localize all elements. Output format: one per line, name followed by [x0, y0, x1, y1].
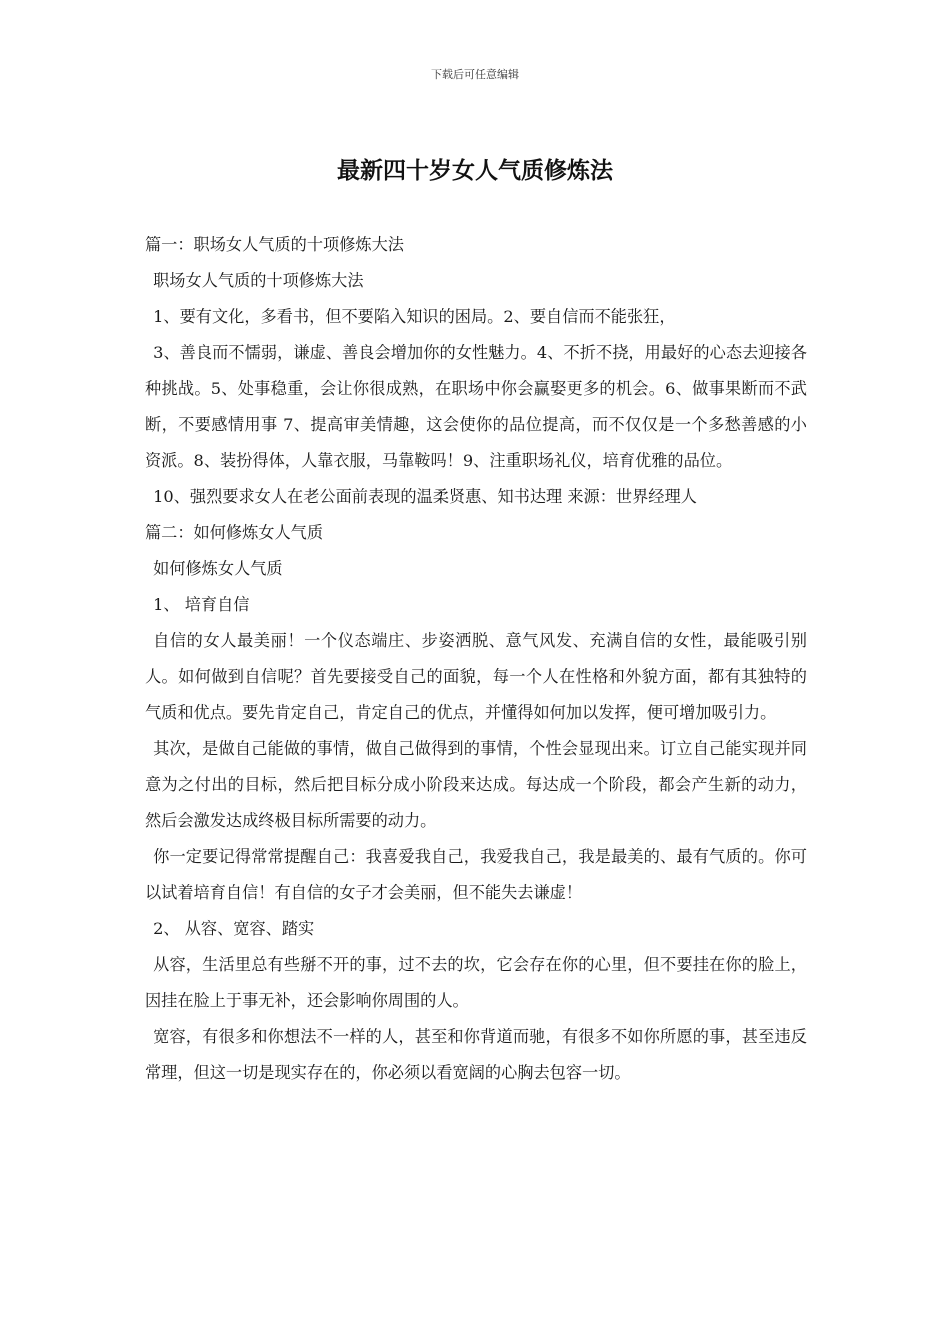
- paragraph: 自信的女人最美丽！一个仪态端庄、步姿洒脱、意气风发、充满自信的女性，最能吸引别人。如何做到自信呢？首先要接受自己的面貌，每一个人在性格和外貌方面，都有其独特的气质和优点。要先肯定自己，肯定自己的优点，并懂得如何加以发挥，便可增加吸引力。: [145, 631, 807, 722]
- paragraph: 篇一：职场女人气质的十项修炼大法: [145, 235, 404, 254]
- document-body: [145, 227, 807, 1091]
- paragraph: 职场女人气质的十项修炼大法: [153, 271, 364, 290]
- paragraph: 10、强烈要求女人在老公面前表现的温柔贤惠、知书达理 来源：世界经理人: [153, 487, 697, 506]
- paragraph: 你一定要记得常常提醒自己：我喜爱我自己，我爱我自己，我是最美的、最有气质的。你可以试着培育自信！有自信的女子才会美丽，但不能失去谦虚！: [145, 847, 807, 902]
- header-note: 下载后可任意编辑: [431, 68, 519, 81]
- paragraph: 1、 培育自信: [153, 595, 250, 614]
- paragraph: 从容，生活里总有些掰不开的事，过不去的坎，它会存在你的心里，但不要挂在你的脸上，因挂在脸上于事无补，还会影响你周围的人。: [145, 955, 807, 1010]
- paragraph: 篇二：如何修炼女人气质: [145, 523, 324, 542]
- paragraph: 3、善良而不懦弱，谦虚、善良会增加你的女性魅力。4、不折不挠，用最好的心态去迎接各种挑战。5、处事稳重，会让你很成熟，在职场中你会赢娶更多的机会。6、做事果断而不武断，不要感情用事 7、提高审美情趣，这会使你的品位提高，而不仅仅是一个多愁善感的小资派。8、装扮得体，人靠衣服，马靠鞍吗！9、注重职场礼仪，培育优雅的品位。: [145, 343, 807, 470]
- paragraph: 如何修炼女人气质: [153, 559, 283, 578]
- document-title: 最新四十岁女人气质修炼法: [337, 158, 613, 184]
- paragraph: 其次，是做自己能做的事情，做自己做得到的事情，个性会显现出来。订立自己能实现并同意为之付出的目标，然后把目标分成小阶段来达成。每达成一个阶段，都会产生新的动力，然后会激发达成终极目标所需要的动力。: [145, 739, 807, 830]
- paragraph: 1、要有文化，多看书，但不要陷入知识的困局。2、要自信而不能张狂，: [153, 307, 676, 326]
- paragraph: 2、 从容、宽容、踏实: [153, 919, 315, 938]
- paragraph: 宽容，有很多和你想法不一样的人，甚至和你背道而驰，有很多不如你所愿的事，甚至违反常理，但这一切是现实存在的，你必须以看宽阔的心胸去包容一切。: [145, 1027, 807, 1082]
